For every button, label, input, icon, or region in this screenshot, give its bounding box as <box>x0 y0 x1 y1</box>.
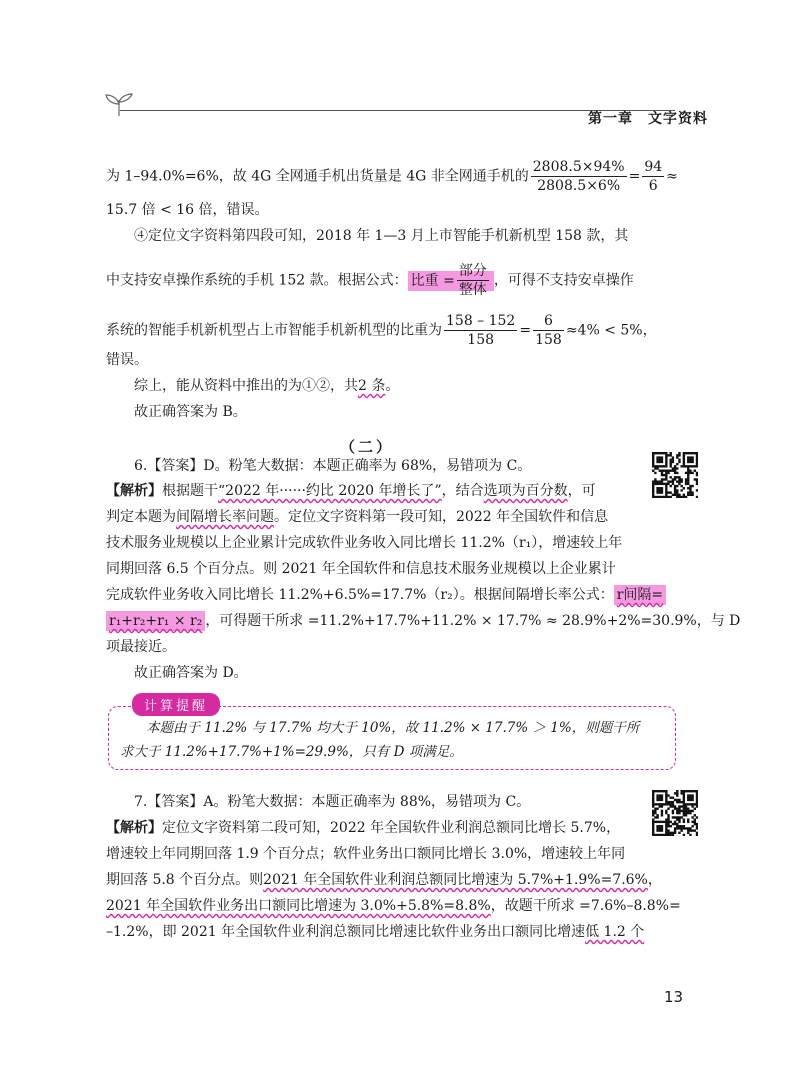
paragraph-line: 【解析】定位文字资料第二段可知，2022 年全国软件业利润总额同比增长 5.7%， <box>106 820 621 836</box>
paragraph-line: 15.7 倍 < 16 倍，错误。 <box>106 202 269 218</box>
paragraph-line: 完成软件业务收入同比增长 11.2%+6.5%=17.7%（r₂）。根据间隔增长率公式： r间隔= <box>106 585 666 605</box>
tip-tag: 计算提醒 <box>132 693 220 716</box>
fraction: $\frac{6}{158}$ <box>535 313 562 348</box>
paragraph-line: –1.2%，即 2021 年全国软件业利润总额同比增速比软件业务出口额同比增速低 1.2 个 <box>106 924 645 940</box>
paragraph-line: 【解析】根据题干“2022 年······约比 2020 年增长了”，结合选项为百分数，可 <box>106 483 596 499</box>
leaf-logo-icon <box>104 92 134 118</box>
page-number: 13 <box>664 988 684 1006</box>
paragraph-line: 中支持安卓操作系统的手机 152 款。根据公式： 比重 = $\frac{\text{部分}}{\text{整体}}$ ，可得不支持安卓操作 <box>106 263 634 298</box>
tip-text-line: 求大于 11.2%+17.7%+1%=29.9%，只有 D 项满足。 <box>120 744 463 760</box>
answer-line: 7.【答案】A。粉笔大数据：本题正确率为 88%，易错项为 C。 <box>134 794 531 810</box>
chapter-label: 第一章 文字资料 <box>588 111 708 127</box>
paragraph-line: 判定本题为间隔增长率问题。定位文字资料第一段可知，2022 年全国软件和信息 <box>106 509 609 525</box>
tip-text-line: 本题由于 11.2% 与 17.7% 均大于 10%，故 11.2% × 17.7% ＞ 1%，则题干所 <box>146 720 640 736</box>
fraction: $\frac{94}{6}$ <box>644 159 663 194</box>
paragraph-line: 为 1–94.0%=6%，故 4G 全网通手机出货量是 4G 非全网通手机的 $\frac{2808.5\times 94\%}{2808.5\times 6\%}$ = $\frac{94}{6}$ ≈ <box>106 159 678 194</box>
paragraph-line: 错误。 <box>106 352 148 368</box>
paragraph-line: 项最接近。 <box>106 639 176 655</box>
qr-code-icon[interactable] <box>652 452 698 498</box>
formula-highlight: 比重 = $\frac{\text{部分}}{\text{整体}}$ <box>408 271 494 291</box>
fraction: $\frac{158 - 152}{158}$ <box>446 313 516 348</box>
paragraph-line: 期回落 5.8 个百分点。则2021 年全国软件业利润总额同比增速为 5.7%+1.9%=7.6%， <box>106 872 662 888</box>
paragraph-line: 2021 年全国软件业务出口额同比增速为 3.0%+5.8%=8.8%，故题干所求 =7.6%–8.8%= <box>106 898 681 914</box>
paragraph-line: 同期回落 6.5 个百分点。则 2021 年全国软件和信息技术服务业规模以上企业累计 <box>106 561 616 577</box>
paragraph-line: r₁+r₂+r₁ × r₂ ，可得题干所求 =11.2%+17.7%+11.2% × 17.7% ≈ 28.9%+2%=30.9%，与 D <box>106 611 666 631</box>
paragraph-line: 技术服务业规模以上企业累计完成软件业务收入同比增长 11.2%（r₁），增速较上年 <box>106 535 623 551</box>
section-title: （二） <box>340 438 395 456</box>
answer-line: 6.【答案】D。粉笔大数据：本题正确率为 68%，易错项为 C。 <box>134 458 532 474</box>
paragraph-line: 系统的智能手机新机型占上市智能手机新机型的比重为 $\frac{158 - 152}{158}$ = $\frac{6}{158}$ ≈4% < 5%， <box>106 313 657 348</box>
paragraph-line: 故正确答案为 B。 <box>134 404 247 420</box>
paragraph-line: 综上，能从资料中推出的为①②，共2 条。 <box>134 378 400 394</box>
fraction: $\frac{2808.5\times 94\%}{2808.5\times 6\%}$ <box>532 159 625 194</box>
paragraph-line: ④定位文字资料第四段可知，2018 年 1—3 月上市智能手机新机型 158 款，其 <box>134 228 629 244</box>
paragraph-line: 故正确答案为 D。 <box>134 665 248 681</box>
paragraph-line: 增速较上年同期回落 1.9 个百分点；软件业务出口额同比增长 3.0%，增速较上年同 <box>106 846 626 862</box>
